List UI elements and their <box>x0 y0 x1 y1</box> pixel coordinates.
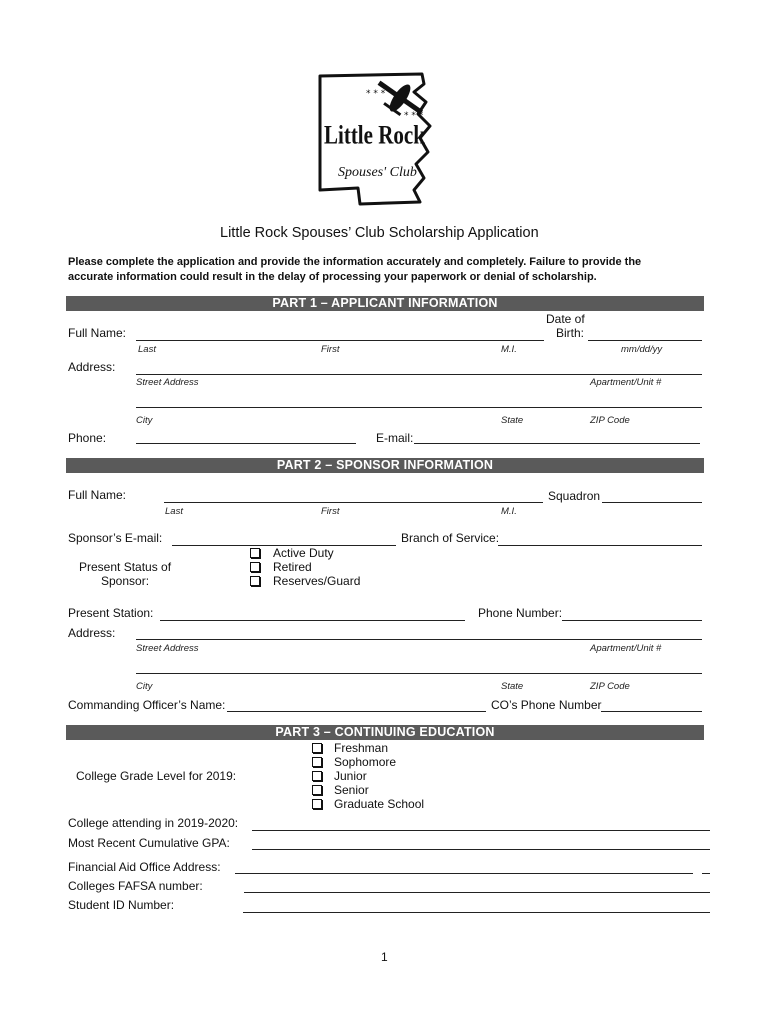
applicant-city-hint: City <box>136 415 153 426</box>
grade-sophomore-checkbox[interactable] <box>312 757 322 767</box>
page-title: Little Rock Spouses’ Club Scholarship Application <box>220 225 539 241</box>
financial-aid-label: Financial Aid Office Address: <box>68 860 221 874</box>
applicant-phone-field[interactable] <box>136 443 356 444</box>
fafsa-field[interactable] <box>244 892 710 893</box>
applicant-phone-label: Phone: <box>68 431 107 445</box>
applicant-last-hint: Last <box>138 344 156 355</box>
status-retired-label: Retired <box>273 560 312 574</box>
gpa-field[interactable] <box>252 849 710 850</box>
sponsor-street-hint: Street Address <box>136 643 199 654</box>
co-phone-field[interactable] <box>601 711 702 712</box>
club-logo <box>300 66 450 216</box>
dob-label-line2: Birth: <box>556 326 585 340</box>
status-reserves-guard-checkbox[interactable] <box>250 576 260 586</box>
squadron-label: Squadron <box>548 489 601 503</box>
status-active-duty-label: Active Duty <box>273 546 334 560</box>
sponsor-city-field[interactable] <box>136 673 702 674</box>
sponsor-full-name-label: Full Name: <box>68 488 127 502</box>
sponsor-mi-hint: M.I. <box>501 506 517 517</box>
intro-line-2: accurate information could result in the delay of processing your paperwork or denial of scholarship. <box>68 271 597 283</box>
sponsor-status-label-line2: Sponsor: <box>101 574 150 588</box>
co-name-field[interactable] <box>227 711 486 712</box>
sponsor-state-hint: State <box>501 681 524 692</box>
grade-junior-label: Junior <box>334 769 367 783</box>
status-reserves-guard-label: Reserves/Guard <box>273 574 361 588</box>
part1-header: PART 1 – APPLICANT INFORMATION <box>66 296 704 311</box>
applicant-street-hint: Street Address <box>136 377 199 388</box>
sponsor-phone-field[interactable] <box>562 620 702 621</box>
sponsor-first-hint: First <box>321 506 340 517</box>
applicant-email-field[interactable] <box>414 443 700 444</box>
co-name-label: Commanding Officer’s Name: <box>68 698 226 712</box>
dob-field[interactable] <box>588 340 702 341</box>
student-id-field[interactable] <box>243 912 710 913</box>
sponsor-street-field[interactable] <box>136 639 702 640</box>
sponsor-city-hint: City <box>136 681 153 692</box>
present-station-field[interactable] <box>160 620 465 621</box>
financial-aid-field[interactable] <box>235 873 693 874</box>
applicant-state-hint: State <box>501 415 524 426</box>
grade-senior-label: Senior <box>334 783 369 797</box>
gpa-label: Most Recent Cumulative GPA: <box>68 836 230 850</box>
branch-label: Branch of Service: <box>401 531 500 545</box>
applicant-zip-hint: ZIP Code <box>590 415 630 426</box>
sponsor-email-label: Sponsor’s E-mail: <box>68 531 163 545</box>
dob-format-hint: mm/dd/yy <box>621 344 663 355</box>
grade-freshman-label: Freshman <box>334 741 389 755</box>
sponsor-last-hint: Last <box>165 506 183 517</box>
grade-junior-checkbox[interactable] <box>312 771 322 781</box>
part2-header: PART 2 – SPONSOR INFORMATION <box>66 458 704 473</box>
page-number: 1 <box>381 950 388 964</box>
logo-line2: Spouses' Club <box>338 165 417 180</box>
sponsor-full-name-field[interactable] <box>164 502 543 503</box>
grade-level-label: College Grade Level for 2019: <box>76 769 237 783</box>
status-active-duty-checkbox[interactable] <box>250 548 260 558</box>
part3-header: PART 3 – CONTINUING EDUCATION <box>66 725 704 740</box>
grade-senior-checkbox[interactable] <box>312 785 322 795</box>
arkansas-state-outline-icon <box>300 66 450 216</box>
applicant-street-field[interactable] <box>136 374 702 375</box>
financial-aid-field-end[interactable] <box>702 873 710 874</box>
sponsor-status-label-line1: Present Status of <box>79 560 172 574</box>
applicant-email-label: E-mail: <box>376 431 414 445</box>
applicant-mi-hint: M.I. <box>501 344 517 355</box>
sponsor-apt-hint: Apartment/Unit # <box>590 643 662 654</box>
student-id-label: Student ID Number: <box>68 898 175 912</box>
present-station-label: Present Station: <box>68 606 154 620</box>
applicant-full-name-label: Full Name: <box>68 326 127 340</box>
logo-line1: Little Rock <box>324 121 425 151</box>
dob-label-line1: Date of <box>546 312 585 326</box>
svg-text:* * *: * * * <box>366 89 386 99</box>
fafsa-label: Colleges FAFSA number: <box>68 879 203 893</box>
college-attending-field[interactable] <box>252 830 710 831</box>
squadron-field[interactable] <box>602 502 702 503</box>
co-phone-label: CO’s Phone Number <box>491 698 602 712</box>
applicant-apt-hint: Apartment/Unit # <box>590 377 662 388</box>
intro-line-1: Please complete the application and provide the information accurately and completely. Failure to provide the <box>68 256 642 268</box>
sponsor-phone-label: Phone Number: <box>478 606 563 620</box>
svg-text:* * *: * * * <box>404 111 424 121</box>
grade-freshman-checkbox[interactable] <box>312 743 322 753</box>
sponsor-address-label: Address: <box>68 626 116 640</box>
applicant-address-label: Address: <box>68 360 116 374</box>
college-attending-label: College attending in 2019-2020: <box>68 816 239 830</box>
applicant-full-name-field[interactable] <box>136 340 544 341</box>
sponsor-zip-hint: ZIP Code <box>590 681 630 692</box>
grade-graduate-checkbox[interactable] <box>312 799 322 809</box>
applicant-first-hint: First <box>321 344 340 355</box>
grade-graduate-label: Graduate School <box>334 797 425 811</box>
applicant-city-field[interactable] <box>136 407 702 408</box>
status-retired-checkbox[interactable] <box>250 562 260 572</box>
grade-sophomore-label: Sophomore <box>334 755 397 769</box>
branch-field[interactable] <box>498 545 702 546</box>
